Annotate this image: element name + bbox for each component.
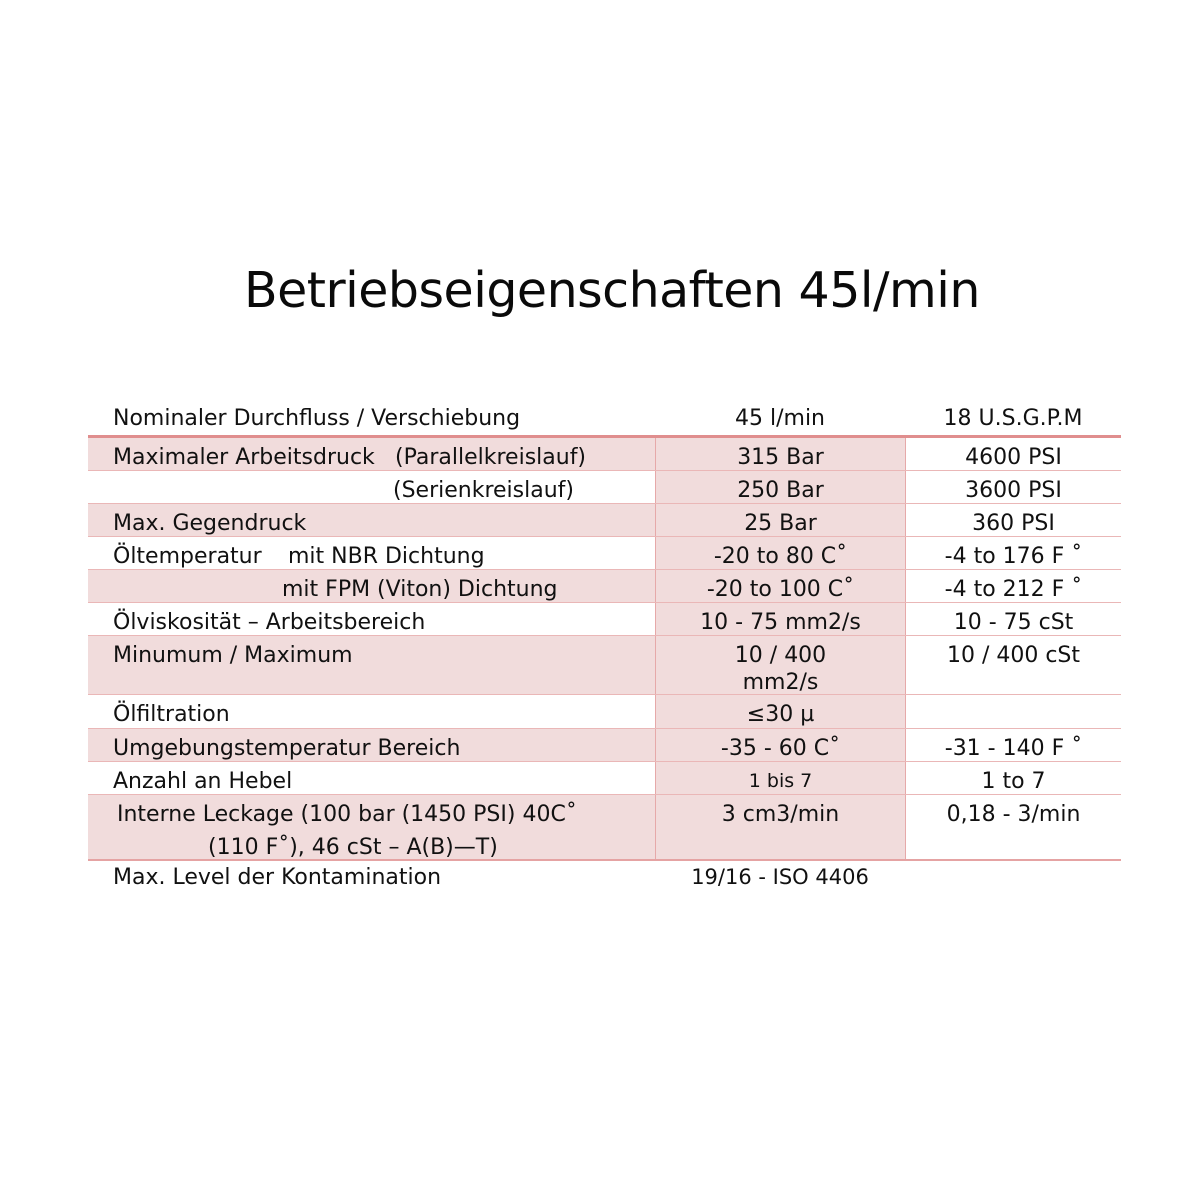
row-metric: 1 bis 7 xyxy=(748,770,813,792)
row-imperial: -31 - 140 F ˚ xyxy=(944,736,1083,761)
row-imperial: 10 - 75 cSt xyxy=(953,610,1074,635)
table-row xyxy=(88,695,1121,729)
table-header-row xyxy=(88,402,1121,436)
table-footer-row xyxy=(88,864,1121,898)
table-row xyxy=(88,795,1121,861)
row-imperial-cell xyxy=(905,603,1121,635)
row-label-cell xyxy=(88,471,655,503)
table-row xyxy=(88,636,1121,695)
table-row xyxy=(88,603,1121,636)
row-metric-cell xyxy=(655,603,905,635)
row-label-cell xyxy=(88,570,655,602)
row-label-cell xyxy=(88,695,655,728)
row-imperial-cell xyxy=(905,537,1121,569)
row-label: Ölviskosität – Arbeitsbereich xyxy=(113,610,426,635)
table-row xyxy=(88,504,1121,537)
row-imperial-cell xyxy=(905,570,1121,602)
row-label: Öltemperatur xyxy=(113,544,262,569)
table-row xyxy=(88,762,1121,795)
row-label: Maximaler Arbeitsdruck xyxy=(113,445,375,470)
row-metric-cell xyxy=(655,537,905,569)
row-metric: -20 to 100 C˚ xyxy=(706,577,855,602)
row-metric-cell xyxy=(655,570,905,602)
row-imperial: -4 to 212 F ˚ xyxy=(944,577,1083,602)
header-label: Nominaler Durchfluss / Verschiebung xyxy=(113,406,521,431)
row-imperial-cell xyxy=(905,504,1121,536)
table-row xyxy=(88,729,1121,762)
table-row xyxy=(88,438,1121,471)
row-imperial-cell xyxy=(905,729,1121,761)
row-label: Max. Gegendruck xyxy=(113,511,307,536)
row-metric: 3 cm3/min xyxy=(721,802,840,827)
row-label-cell xyxy=(88,438,655,470)
header-metric: 45 l/min xyxy=(735,406,825,431)
row-metric-cell xyxy=(655,636,905,694)
row-imperial: 360 PSI xyxy=(972,511,1055,536)
row-imperial-cell xyxy=(905,438,1121,470)
row-label-cell xyxy=(88,729,655,761)
table-row xyxy=(88,537,1121,570)
row-label-cell xyxy=(88,795,655,859)
row-imperial-cell xyxy=(905,636,1121,694)
row-metric: ≤30 µ xyxy=(746,702,815,727)
row-metric-cell xyxy=(655,504,905,536)
row-label: Umgebungstemperatur Bereich xyxy=(113,736,461,761)
row-label: Minumum / Maximum xyxy=(113,643,353,668)
row-label-cell xyxy=(88,537,655,569)
row-sublabel: mit FPM (Viton) Dichtung xyxy=(282,577,558,602)
row-metric: 10 / 400 xyxy=(734,643,827,668)
row-imperial-cell xyxy=(905,695,1121,728)
row-metric-line2: mm2/s xyxy=(742,670,819,695)
row-imperial-cell xyxy=(905,471,1121,503)
row-metric: 315 Bar xyxy=(737,445,824,470)
row-metric: 10 - 75 mm2/s xyxy=(700,610,861,635)
row-label-cell xyxy=(88,504,655,536)
row-metric: -35 - 60 C˚ xyxy=(720,736,841,761)
row-sublabel: (110 F˚), 46 cSt – A(B)—T) xyxy=(208,835,498,860)
row-imperial: -4 to 176 F ˚ xyxy=(944,544,1083,569)
row-metric-cell xyxy=(655,762,905,794)
table-row xyxy=(88,471,1121,504)
header-imperial: 18 U.S.G.P.M xyxy=(943,406,1083,431)
row-imperial-cell xyxy=(905,795,1121,859)
row-metric-cell xyxy=(655,471,905,503)
footer-label: Max. Level der Kontamination xyxy=(113,865,442,890)
row-metric: 250 Bar xyxy=(737,478,824,503)
row-metric-cell xyxy=(655,438,905,470)
row-imperial: 1 to 7 xyxy=(981,769,1046,794)
row-metric-cell xyxy=(655,729,905,761)
row-label-cell xyxy=(88,603,655,635)
row-sublabel: mit NBR Dichtung xyxy=(288,544,485,569)
row-metric-cell xyxy=(655,695,905,728)
row-label-cell xyxy=(88,762,655,794)
row-imperial: 10 / 400 cSt xyxy=(946,643,1081,668)
row-label: Interne Leckage (100 bar (1450 PSI) 40C˚ xyxy=(117,802,577,827)
table-row xyxy=(88,570,1121,603)
row-imperial-cell xyxy=(905,762,1121,794)
row-imperial: 3600 PSI xyxy=(965,478,1062,503)
row-imperial: 0,18 - 3/min xyxy=(946,802,1081,827)
row-sublabel: (Parallelkreislauf) xyxy=(395,445,587,470)
row-metric: -20 to 80 C˚ xyxy=(713,544,848,569)
specifications-table xyxy=(88,438,1121,861)
row-metric: 25 Bar xyxy=(744,511,817,536)
row-sublabel: (Serienkreislauf) xyxy=(393,478,574,503)
row-metric-cell xyxy=(655,795,905,859)
row-label-cell xyxy=(88,636,655,694)
row-imperial: 4600 PSI xyxy=(965,445,1062,470)
footer-metric: 19/16 - ISO 4406 xyxy=(691,865,869,889)
row-label: Anzahl an Hebel xyxy=(113,769,293,794)
row-label: Ölfiltration xyxy=(113,702,230,727)
page-title: Betriebseigenschaften 45l/min xyxy=(244,262,980,319)
